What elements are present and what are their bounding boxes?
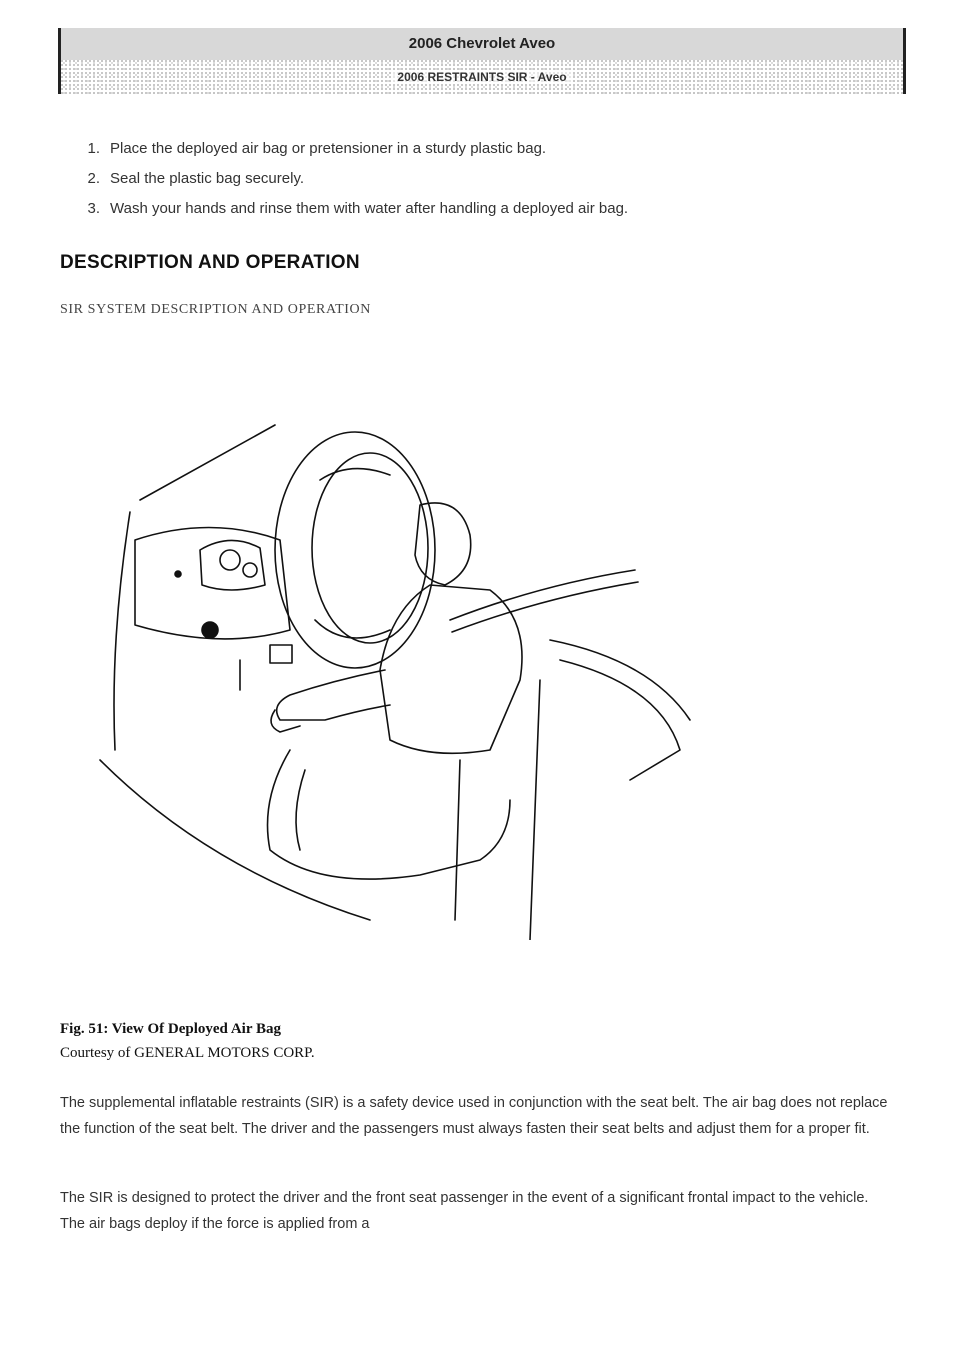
deployed-air-bag-illustration — [90, 420, 700, 940]
document-subtitle: 2006 RESTRAINTS SIR - Aveo — [393, 70, 570, 84]
section-title: DESCRIPTION AND OPERATION — [60, 252, 360, 273]
step-text: Wash your hands and rinse them with water after handling a deployed air bag. — [110, 200, 629, 217]
body-paragraph: The supplemental inflatable restraints (SIR) is a safety device used in conjunction with the seat belt. The air bag does not replace the function of the seat belt. The driver and the passengers must always fasten their seat belts and adjust them for a proper fit. — [60, 1095, 888, 1137]
figure-caption — [60, 1017, 315, 1065]
step-number: 3. — [87, 200, 100, 217]
body-paragraph: The SIR is designed to protect the driver and the front seat passenger in the event of a significant frontal impact to the vehicle. The air bags deploy if the force is applied from a — [60, 1190, 869, 1232]
step-text: Place the deployed air bag or pretensioner in a sturdy plastic bag. — [110, 140, 547, 157]
list-item — [60, 200, 628, 230]
figure-label: Fig. 51: View Of Deployed Air Bag — [60, 1021, 281, 1037]
list-item — [60, 170, 628, 200]
step-text: Seal the plastic bag securely. — [110, 170, 304, 187]
step-number: 1. — [87, 140, 100, 157]
list-item — [60, 140, 628, 170]
disposal-steps-list — [60, 140, 628, 230]
document-subtitle-bar — [61, 60, 903, 94]
page-header — [58, 28, 906, 94]
step-number: 2. — [87, 170, 100, 187]
subsection-title: SIR SYSTEM DESCRIPTION AND OPERATION — [60, 302, 371, 317]
figure-credit: Courtesy of GENERAL MOTORS CORP. — [60, 1045, 315, 1061]
document-title: 2006 Chevrolet Aveo — [61, 28, 903, 60]
